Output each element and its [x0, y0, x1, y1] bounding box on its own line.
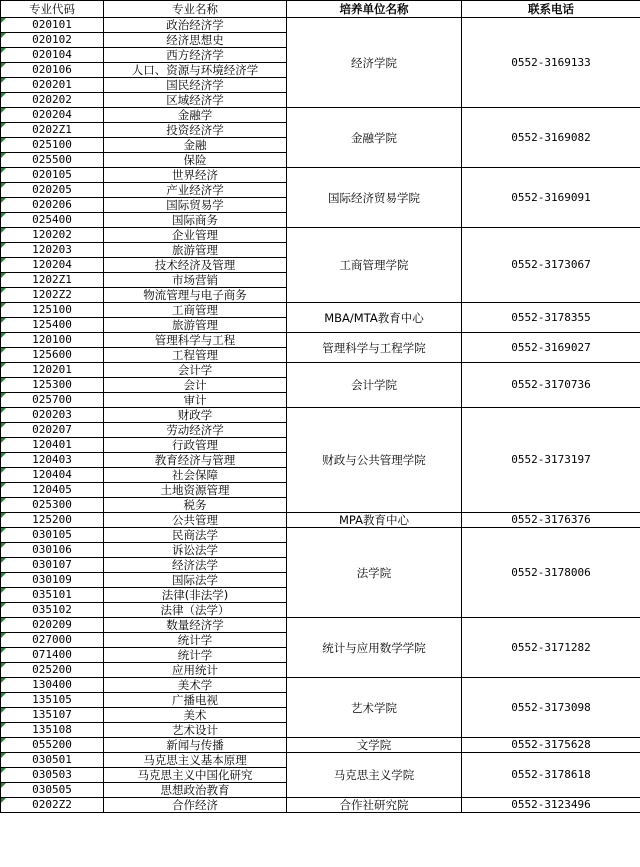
cell-major-name[interactable]: 世界经济 [104, 168, 287, 183]
cell-unit-name[interactable]: 工商管理学院 [287, 228, 462, 303]
cell-major-name[interactable]: 社会保障 [104, 468, 287, 483]
table-row [1, 333, 640, 348]
cell-major-name[interactable]: 国际商务 [104, 213, 287, 228]
table-row [1, 513, 640, 528]
cell-phone[interactable]: 0552-3175628 [462, 738, 640, 753]
cell-major-name[interactable]: 艺术设计 [104, 723, 287, 738]
cell-major-name[interactable]: 投资经济学 [104, 123, 287, 138]
cell-major-name[interactable]: 教育经济与管理 [104, 453, 287, 468]
cell-major-code[interactable]: 120201 [1, 363, 104, 378]
cell-major-name[interactable]: 统计学 [104, 633, 287, 648]
cell-phone[interactable]: 0552-3170736 [462, 363, 640, 408]
cell-major-name[interactable]: 金融 [104, 138, 287, 153]
cell-phone[interactable]: 0552-3178355 [462, 303, 640, 333]
cell-major-name[interactable]: 工程管理 [104, 348, 287, 363]
table-body [1, 18, 640, 813]
cell-major-name[interactable]: 新闻与传播 [104, 738, 287, 753]
cell-major-code[interactable]: 020104 [1, 48, 104, 63]
cell-major-code[interactable]: 030105 [1, 528, 104, 543]
cell-phone[interactable]: 0552-3173098 [462, 678, 640, 738]
cell-major-name[interactable]: 马克思主义中国化研究 [104, 768, 287, 783]
cell-major-name[interactable]: 诉讼法学 [104, 543, 287, 558]
cell-major-code[interactable]: 030109 [1, 573, 104, 588]
cell-major-name[interactable]: 美术学 [104, 678, 287, 693]
cell-major-name[interactable]: 美术 [104, 708, 287, 723]
cell-major-code[interactable]: 035101 [1, 588, 104, 603]
cell-major-code[interactable]: 025100 [1, 138, 104, 153]
cell-major-code[interactable]: 1202Z2 [1, 288, 104, 303]
cell-major-code[interactable]: 071400 [1, 648, 104, 663]
table-row [1, 168, 640, 183]
cell-major-code[interactable]: 120403 [1, 453, 104, 468]
cell-major-code[interactable]: 020101 [1, 18, 104, 33]
cell-major-code[interactable]: 120202 [1, 228, 104, 243]
cell-major-name[interactable]: 审计 [104, 393, 287, 408]
cell-unit-name[interactable]: 艺术学院 [287, 678, 462, 738]
cell-major-name[interactable]: 行政管理 [104, 438, 287, 453]
cell-major-name[interactable]: 产业经济学 [104, 183, 287, 198]
cell-major-name[interactable]: 法律(非法学) [104, 588, 287, 603]
table-row [1, 753, 640, 768]
cell-major-code[interactable]: 125300 [1, 378, 104, 393]
cell-major-name[interactable]: 民商法学 [104, 528, 287, 543]
cell-major-code[interactable]: 120404 [1, 468, 104, 483]
cell-major-code[interactable]: 030106 [1, 543, 104, 558]
cell-major-name[interactable]: 企业管理 [104, 228, 287, 243]
cell-phone[interactable]: 0552-3178618 [462, 753, 640, 798]
cell-major-code[interactable]: 020201 [1, 78, 104, 93]
cell-unit-name[interactable]: 经济学院 [287, 18, 462, 108]
cell-major-name[interactable]: 政治经济学 [104, 18, 287, 33]
cell-major-code[interactable]: 125200 [1, 513, 104, 528]
table-row [1, 618, 640, 633]
cell-major-code[interactable]: 120203 [1, 243, 104, 258]
cell-major-code[interactable]: 125600 [1, 348, 104, 363]
cell-major-name[interactable]: 公共管理 [104, 513, 287, 528]
cell-unit-name[interactable]: 文学院 [287, 738, 462, 753]
cell-major-name[interactable]: 国际贸易学 [104, 198, 287, 213]
cell-major-code[interactable]: 020205 [1, 183, 104, 198]
cell-major-name[interactable]: 技术经济及管理 [104, 258, 287, 273]
cell-major-name[interactable]: 经济法学 [104, 558, 287, 573]
cell-major-name[interactable]: 数量经济学 [104, 618, 287, 633]
cell-major-name[interactable]: 税务 [104, 498, 287, 513]
cell-major-code[interactable]: 025300 [1, 498, 104, 513]
cell-major-code[interactable]: 020106 [1, 63, 104, 78]
cell-major-code[interactable]: 030503 [1, 768, 104, 783]
header-code[interactable]: 专业代码 [1, 1, 104, 18]
cell-major-name[interactable]: 保险 [104, 153, 287, 168]
cell-phone[interactable]: 0552-3169027 [462, 333, 640, 363]
cell-unit-name[interactable]: 国际经济贸易学院 [287, 168, 462, 228]
cell-major-name[interactable]: 合作经济 [104, 798, 287, 813]
cell-unit-name[interactable]: 会计学院 [287, 363, 462, 408]
cell-major-name[interactable]: 区域经济学 [104, 93, 287, 108]
cell-major-name[interactable]: 物流管理与电子商务 [104, 288, 287, 303]
header-unit[interactable]: 培养单位名称 [287, 1, 462, 18]
cell-major-code[interactable]: 130400 [1, 678, 104, 693]
table-row [1, 18, 640, 33]
table-row [1, 738, 640, 753]
cell-major-code[interactable]: 120405 [1, 483, 104, 498]
cell-major-code[interactable]: 020209 [1, 618, 104, 633]
cell-major-name[interactable]: 思想政治教育 [104, 783, 287, 798]
table-row [1, 528, 640, 543]
cell-major-code[interactable]: 030505 [1, 783, 104, 798]
cell-major-name[interactable]: 工商管理 [104, 303, 287, 318]
cell-major-code[interactable]: 125400 [1, 318, 104, 333]
cell-major-code[interactable]: 020207 [1, 423, 104, 438]
cell-phone[interactable]: 0552-3173197 [462, 408, 640, 513]
cell-major-code[interactable]: 135108 [1, 723, 104, 738]
table-row [1, 408, 640, 423]
cell-unit-name[interactable]: MPA教育中心 [287, 513, 462, 528]
cell-major-name[interactable]: 劳动经济学 [104, 423, 287, 438]
cell-unit-name[interactable]: 财政与公共管理学院 [287, 408, 462, 513]
cell-major-code[interactable]: 020204 [1, 108, 104, 123]
cell-phone[interactable]: 0552-3169082 [462, 108, 640, 168]
cell-major-name[interactable]: 管理科学与工程 [104, 333, 287, 348]
cell-major-code[interactable]: 0202Z1 [1, 123, 104, 138]
cell-major-name[interactable]: 金融学 [104, 108, 287, 123]
cell-unit-name[interactable]: 马克思主义学院 [287, 753, 462, 798]
cell-major-name[interactable]: 应用统计 [104, 663, 287, 678]
cell-major-code[interactable]: 120100 [1, 333, 104, 348]
cell-major-name[interactable]: 人口、资源与环境经济学 [104, 63, 287, 78]
cell-major-code[interactable]: 020105 [1, 168, 104, 183]
cell-major-name[interactable]: 西方经济学 [104, 48, 287, 63]
cell-major-name[interactable]: 旅游管理 [104, 243, 287, 258]
cell-phone[interactable]: 0552-3169091 [462, 168, 640, 228]
cell-major-code[interactable]: 135105 [1, 693, 104, 708]
cell-unit-name[interactable]: 法学院 [287, 528, 462, 618]
cell-unit-name[interactable]: 金融学院 [287, 108, 462, 168]
cell-major-code[interactable]: 035102 [1, 603, 104, 618]
cell-phone[interactable]: 0552-3178006 [462, 528, 640, 618]
cell-major-code[interactable]: 020202 [1, 93, 104, 108]
header-phone[interactable]: 联系电话 [462, 1, 640, 18]
cell-major-name[interactable]: 国民经济学 [104, 78, 287, 93]
table-row [1, 363, 640, 378]
cell-major-code[interactable]: 030107 [1, 558, 104, 573]
cell-phone[interactable]: 0552-3169133 [462, 18, 640, 108]
cell-major-name[interactable]: 旅游管理 [104, 318, 287, 333]
cell-major-code[interactable]: 025200 [1, 663, 104, 678]
cell-major-name[interactable]: 广播电视 [104, 693, 287, 708]
cell-major-name[interactable]: 财政学 [104, 408, 287, 423]
cell-major-name[interactable]: 会计 [104, 378, 287, 393]
cell-major-code[interactable]: 025400 [1, 213, 104, 228]
cell-major-code[interactable]: 0202Z2 [1, 798, 104, 813]
cell-major-code[interactable]: 030501 [1, 753, 104, 768]
cell-major-name[interactable]: 统计学 [104, 648, 287, 663]
cell-major-name[interactable]: 马克思主义基本原理 [104, 753, 287, 768]
cell-unit-name[interactable]: MBA/MTA教育中心 [287, 303, 462, 333]
cell-major-code[interactable]: 020203 [1, 408, 104, 423]
cell-major-name[interactable]: 市场营销 [104, 273, 287, 288]
cell-phone[interactable]: 0552-3123496 [462, 798, 640, 813]
cell-major-code[interactable]: 020206 [1, 198, 104, 213]
table-row [1, 798, 640, 813]
cell-unit-name[interactable]: 管理科学与工程学院 [287, 333, 462, 363]
cell-major-code[interactable]: 027000 [1, 633, 104, 648]
table-row [1, 228, 640, 243]
cell-major-name[interactable]: 会计学 [104, 363, 287, 378]
table-row [1, 678, 640, 693]
table-row [1, 108, 640, 123]
header-name[interactable]: 专业名称 [104, 1, 287, 18]
table-row [1, 303, 640, 318]
cell-major-name[interactable]: 法律（法学） [104, 603, 287, 618]
cell-major-name[interactable]: 土地资源管理 [104, 483, 287, 498]
cell-major-code[interactable]: 025500 [1, 153, 104, 168]
cell-major-code[interactable]: 020102 [1, 33, 104, 48]
cell-major-code[interactable]: 125100 [1, 303, 104, 318]
cell-major-code[interactable]: 025700 [1, 393, 104, 408]
cell-major-code[interactable]: 135107 [1, 708, 104, 723]
cell-major-code[interactable]: 1202Z1 [1, 273, 104, 288]
cell-phone[interactable]: 0552-3171282 [462, 618, 640, 678]
cell-phone[interactable]: 0552-3176376 [462, 513, 640, 528]
cell-unit-name[interactable]: 统计与应用数学学院 [287, 618, 462, 678]
cell-major-name[interactable]: 国际法学 [104, 573, 287, 588]
cell-major-code[interactable]: 120204 [1, 258, 104, 273]
cell-phone[interactable]: 0552-3173067 [462, 228, 640, 303]
cell-major-name[interactable]: 经济思想史 [104, 33, 287, 48]
header-row [1, 1, 640, 18]
cell-unit-name[interactable]: 合作社研究院 [287, 798, 462, 813]
cell-major-code[interactable]: 120401 [1, 438, 104, 453]
cell-major-code[interactable]: 055200 [1, 738, 104, 753]
